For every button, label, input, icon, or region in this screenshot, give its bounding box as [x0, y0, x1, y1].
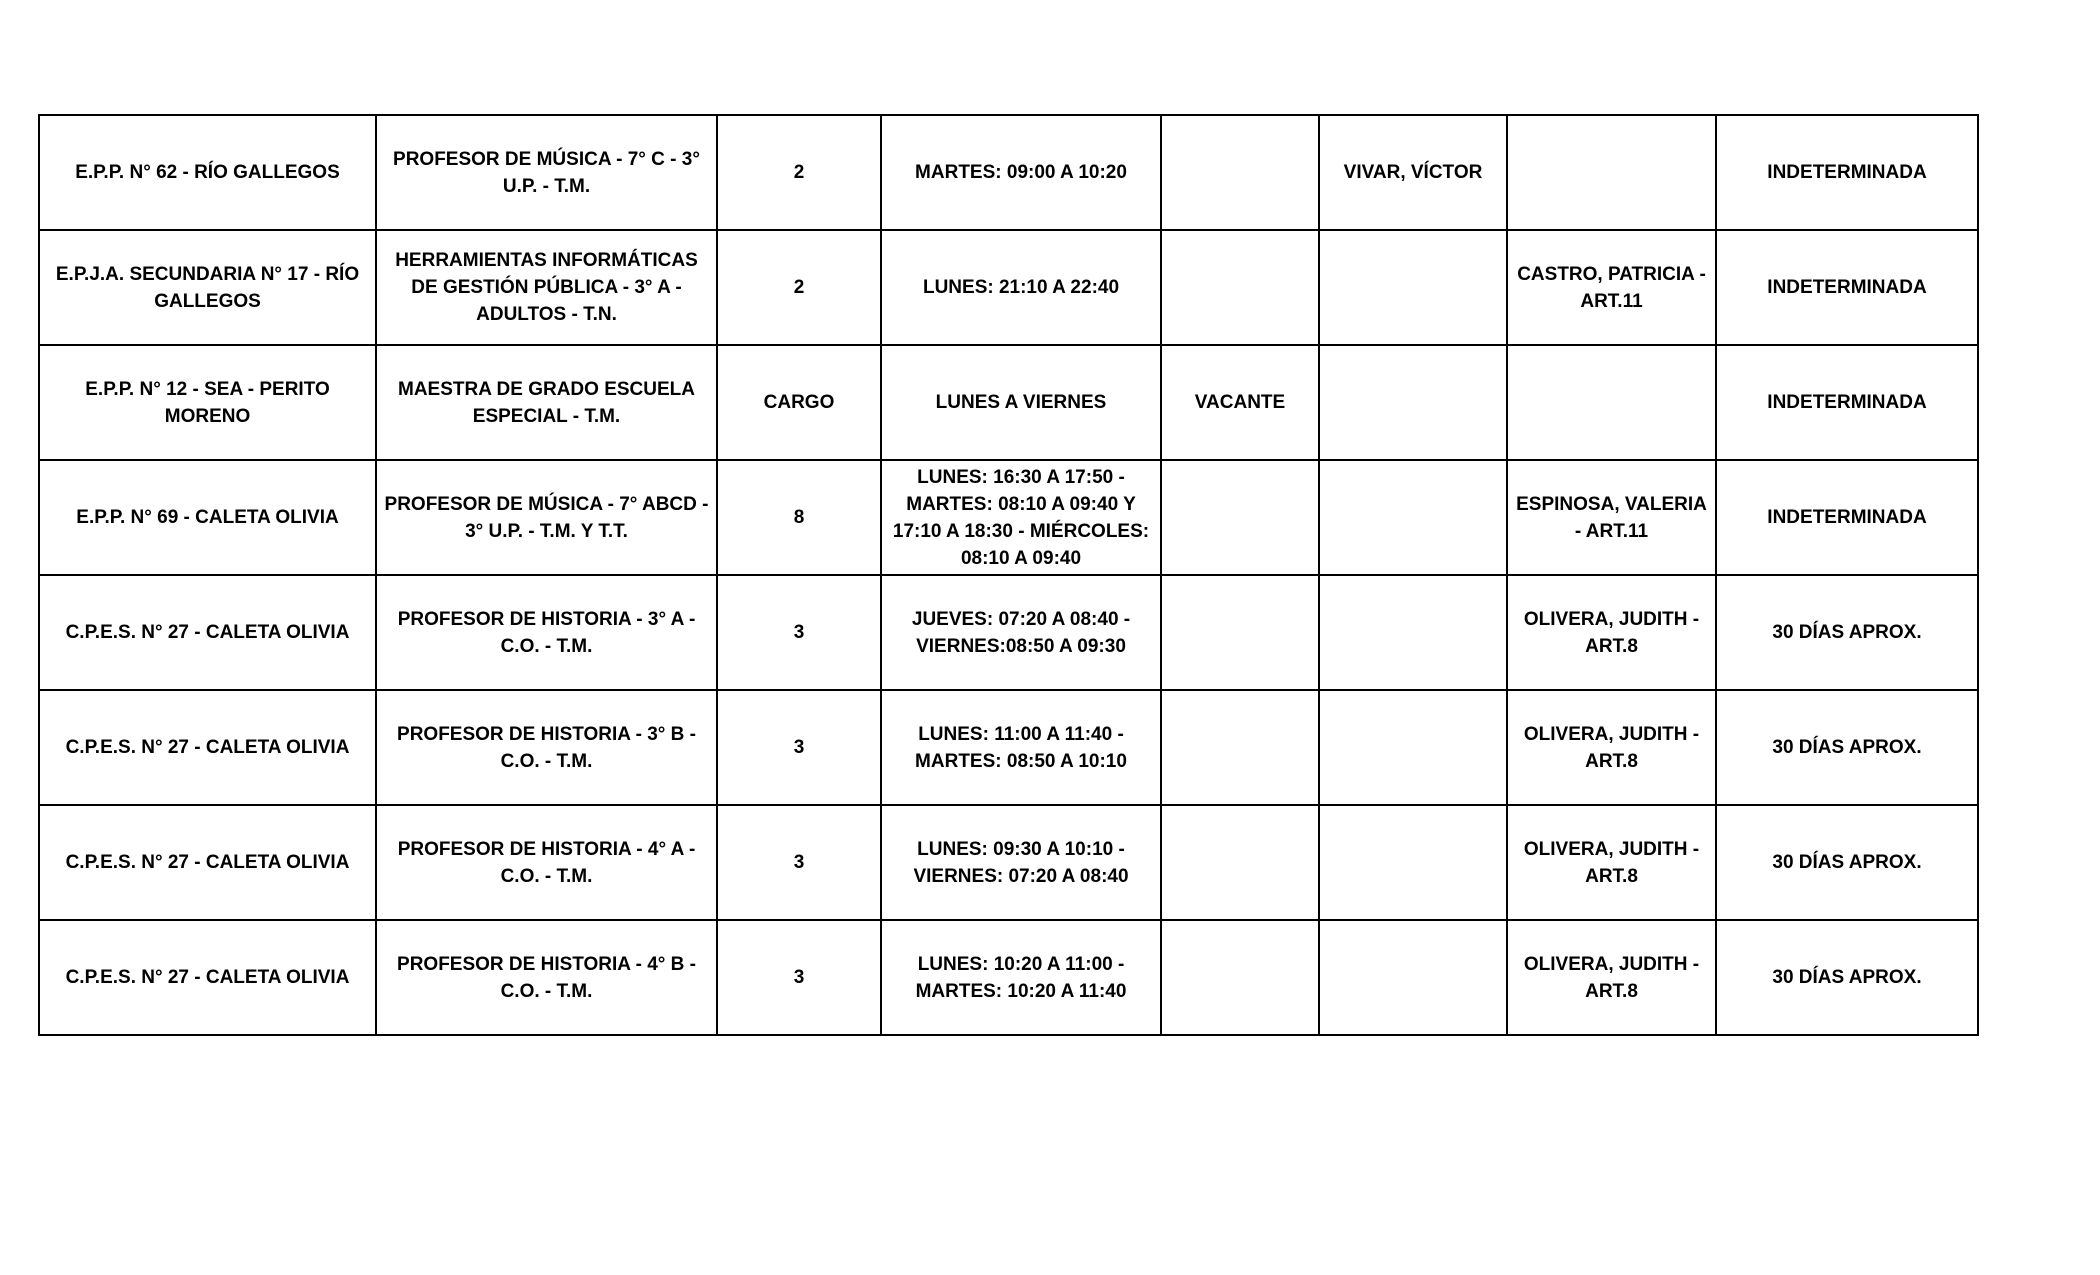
table-row [39, 920, 1978, 1035]
school-cell: C.P.E.S. N° 27 - CALETA OLIVIA [39, 690, 376, 805]
duration-cell: INDETERMINADA [1716, 460, 1978, 575]
position-cell: PROFESOR DE HISTORIA - 3° B - C.O. - T.M. [376, 690, 717, 805]
position-cell: MAESTRA DE GRADO ESCUELA ESPECIAL - T.M. [376, 345, 717, 460]
school-cell: E.P.P. N° 69 - CALETA OLIVIA [39, 460, 376, 575]
vacancies-table [38, 114, 1979, 1036]
schedule-cell: LUNES: 09:30 A 10:10 - VIERNES: 07:20 A 08:40 [881, 805, 1161, 920]
school-cell: C.P.E.S. N° 27 - CALETA OLIVIA [39, 805, 376, 920]
duration-cell: INDETERMINADA [1716, 230, 1978, 345]
position-cell: PROFESOR DE MÚSICA - 7° ABCD - 3° U.P. - T.M. Y T.T. [376, 460, 717, 575]
holder-cell [1319, 345, 1507, 460]
duration-cell: 30 DÍAS APROX. [1716, 920, 1978, 1035]
schedule-cell: LUNES: 16:30 A 17:50 - MARTES: 08:10 A 09:40 Y 17:10 A 18:30 - MIÉRCOLES: 08:10 A 09:40 [881, 460, 1161, 575]
school-cell: E.P.P. N° 12 - SEA - PERITO MORENO [39, 345, 376, 460]
table-row [39, 805, 1978, 920]
position-cell: PROFESOR DE HISTORIA - 4° B - C.O. - T.M. [376, 920, 717, 1035]
holder-cell [1319, 230, 1507, 345]
duration-cell: 30 DÍAS APROX. [1716, 575, 1978, 690]
duration-cell: INDETERMINADA [1716, 115, 1978, 230]
duration-cell: INDETERMINADA [1716, 345, 1978, 460]
status-cell [1161, 690, 1319, 805]
hours-cell: 2 [717, 230, 881, 345]
hours-cell: 3 [717, 805, 881, 920]
replaced-cell [1507, 345, 1716, 460]
schedule-cell: LUNES: 21:10 A 22:40 [881, 230, 1161, 345]
hours-cell: 3 [717, 690, 881, 805]
position-cell: PROFESOR DE HISTORIA - 3° A - C.O. - T.M. [376, 575, 717, 690]
status-cell [1161, 920, 1319, 1035]
position-cell: PROFESOR DE HISTORIA - 4° A - C.O. - T.M. [376, 805, 717, 920]
replaced-cell [1507, 115, 1716, 230]
hours-cell: 3 [717, 575, 881, 690]
status-cell [1161, 115, 1319, 230]
replaced-cell: OLIVERA, JUDITH - ART.8 [1507, 575, 1716, 690]
table-row [39, 460, 1978, 575]
replaced-cell: ESPINOSA, VALERIA - ART.11 [1507, 460, 1716, 575]
schedule-cell: LUNES: 10:20 A 11:00 - MARTES: 10:20 A 11:40 [881, 920, 1161, 1035]
schedule-cell: MARTES: 09:00 A 10:20 [881, 115, 1161, 230]
position-cell: HERRAMIENTAS INFORMÁTICAS DE GESTIÓN PÚBLICA - 3° A - ADULTOS - T.N. [376, 230, 717, 345]
holder-cell [1319, 805, 1507, 920]
replaced-cell: CASTRO, PATRICIA - ART.11 [1507, 230, 1716, 345]
status-cell [1161, 230, 1319, 345]
holder-cell [1319, 920, 1507, 1035]
table-row [39, 345, 1978, 460]
schedule-cell: LUNES A VIERNES [881, 345, 1161, 460]
table-row [39, 575, 1978, 690]
replaced-cell: OLIVERA, JUDITH - ART.8 [1507, 920, 1716, 1035]
holder-cell [1319, 460, 1507, 575]
holder-cell [1319, 575, 1507, 690]
position-cell: PROFESOR DE MÚSICA - 7° C - 3° U.P. - T.M. [376, 115, 717, 230]
school-cell: C.P.E.S. N° 27 - CALETA OLIVIA [39, 575, 376, 690]
hours-cell: CARGO [717, 345, 881, 460]
school-cell: C.P.E.S. N° 27 - CALETA OLIVIA [39, 920, 376, 1035]
replaced-cell: OLIVERA, JUDITH - ART.8 [1507, 805, 1716, 920]
hours-cell: 8 [717, 460, 881, 575]
schedule-cell: LUNES: 11:00 A 11:40 - MARTES: 08:50 A 10:10 [881, 690, 1161, 805]
schedule-cell: JUEVES: 07:20 A 08:40 - VIERNES:08:50 A 09:30 [881, 575, 1161, 690]
hours-cell: 2 [717, 115, 881, 230]
duration-cell: 30 DÍAS APROX. [1716, 690, 1978, 805]
status-cell [1161, 805, 1319, 920]
table-row [39, 690, 1978, 805]
school-cell: E.P.P. N° 62 - RÍO GALLEGOS [39, 115, 376, 230]
replaced-cell: OLIVERA, JUDITH - ART.8 [1507, 690, 1716, 805]
status-cell: VACANTE [1161, 345, 1319, 460]
hours-cell: 3 [717, 920, 881, 1035]
duration-cell: 30 DÍAS APROX. [1716, 805, 1978, 920]
school-cell: E.P.J.A. SECUNDARIA N° 17 - RÍO GALLEGOS [39, 230, 376, 345]
status-cell [1161, 575, 1319, 690]
holder-cell: VIVAR, VÍCTOR [1319, 115, 1507, 230]
table-row [39, 115, 1978, 230]
table-row [39, 230, 1978, 345]
status-cell [1161, 460, 1319, 575]
holder-cell [1319, 690, 1507, 805]
